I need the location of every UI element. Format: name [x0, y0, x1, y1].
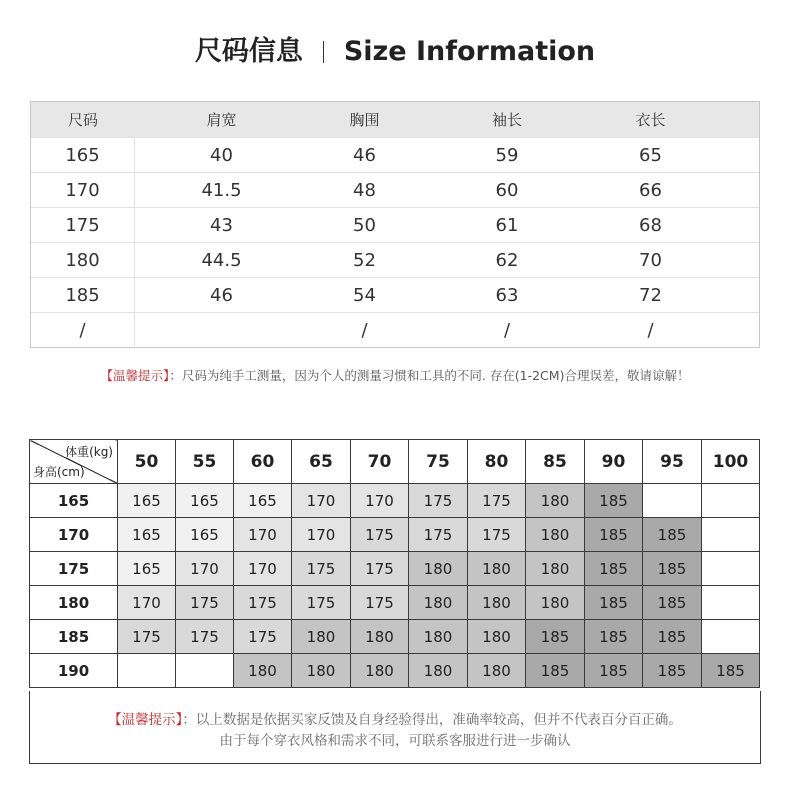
size-recommendation-cell: 185	[585, 586, 643, 620]
size-recommendation-cell: 170	[234, 552, 292, 586]
size-recommendation-cell: 180	[409, 620, 468, 654]
size-recommendation-cell	[702, 484, 760, 518]
weight-header-cell: 80	[468, 440, 526, 484]
size-recommendation-cell: 185	[643, 654, 702, 688]
size-recommendation-cell	[702, 620, 760, 654]
size-cell: 40	[210, 144, 233, 166]
size-table-row	[31, 243, 759, 278]
size-recommendation-cell: 185	[702, 654, 760, 688]
size-cell: 46	[210, 284, 233, 306]
size-recommendation-cell: 185	[643, 620, 702, 654]
grid-row	[30, 552, 760, 586]
size-cell: 48	[353, 179, 376, 201]
size-cell: /	[31, 313, 135, 348]
size-cell: 68	[639, 214, 662, 236]
height-row-header: 175	[30, 552, 118, 586]
weight-header-cell: 90	[585, 440, 643, 484]
size-recommendation-cell: 175	[118, 620, 176, 654]
size-recommendation-cell: 175	[468, 518, 526, 552]
size-table-header	[31, 102, 759, 138]
size-cell: 41.5	[201, 179, 242, 201]
size-recommendation-cell: 170	[176, 552, 234, 586]
size-cell: 66	[639, 179, 662, 201]
size-cell: 170	[31, 173, 135, 207]
weight-header-cell: 50	[118, 440, 176, 484]
size-recommendation-cell: 180	[409, 552, 468, 586]
size-recommendation-cell	[643, 484, 702, 518]
size-recommendation-cell: 175	[176, 620, 234, 654]
tip-label: 【温馨提示】	[100, 368, 170, 383]
size-recommendation-cell: 180	[409, 586, 468, 620]
size-cell: 175	[31, 208, 135, 242]
size-cell: 70	[639, 249, 662, 271]
size-cell: /	[647, 320, 654, 341]
size-recommendation-cell: 165	[118, 518, 176, 552]
size-recommendation-cell: 175	[234, 620, 292, 654]
size-recommendation-cell: 170	[234, 518, 292, 552]
size-recommendation-cell: 180	[526, 518, 585, 552]
weight-header-cell: 60	[234, 440, 292, 484]
size-recommendation-cell: 180	[468, 620, 526, 654]
size-table	[30, 101, 760, 348]
weight-height-grid	[29, 439, 760, 688]
size-recommendation-cell: 185	[585, 518, 643, 552]
size-recommendation-cell: 180	[234, 654, 292, 688]
size-recommendation-cell: 175	[176, 586, 234, 620]
size-header-cell: 胸围	[349, 111, 380, 129]
height-axis-label: 身高(cm)	[33, 465, 85, 479]
size-cell: 185	[31, 278, 135, 312]
title-cn: 尺码信息	[194, 36, 303, 67]
grid-row	[30, 586, 760, 620]
size-recommendation-cell: 175	[234, 586, 292, 620]
size-recommendation-cell: 185	[643, 552, 702, 586]
height-row-header: 185	[30, 620, 118, 654]
size-cell: 180	[31, 243, 135, 277]
weight-header-cell: 85	[526, 440, 585, 484]
size-recommendation-cell: 170	[292, 518, 351, 552]
size-recommendation-cell: 180	[468, 552, 526, 586]
grid-corner-cell	[30, 440, 118, 484]
size-table-row	[31, 173, 759, 208]
size-recommendation-cell: 185	[585, 620, 643, 654]
title-en: Size Information	[343, 36, 596, 67]
weight-header-cell: 95	[643, 440, 702, 484]
size-cell: 65	[639, 144, 662, 166]
measurement-tip	[0, 366, 790, 384]
size-recommendation-cell	[118, 654, 176, 688]
size-recommendation-cell: 180	[292, 620, 351, 654]
size-recommendation-cell	[702, 552, 760, 586]
grid-row	[30, 518, 760, 552]
size-recommendation-cell: 175	[292, 552, 351, 586]
size-table-row	[31, 278, 759, 313]
page-title	[0, 32, 790, 72]
size-table-row	[31, 313, 759, 348]
size-recommendation-cell: 185	[643, 586, 702, 620]
size-cell: 63	[495, 284, 519, 306]
size-recommendation-cell: 180	[526, 586, 585, 620]
size-recommendation-cell: 185	[585, 484, 643, 518]
size-table-row	[31, 208, 759, 243]
size-cell	[135, 313, 308, 348]
size-cell: 46	[353, 144, 376, 166]
weight-header-cell: 55	[176, 440, 234, 484]
size-recommendation-cell: 180	[468, 586, 526, 620]
size-cell: 62	[495, 249, 519, 271]
size-recommendation-cell: 165	[176, 484, 234, 518]
size-cell: 50	[353, 214, 376, 236]
size-recommendation-cell: 180	[292, 654, 351, 688]
size-cell: 72	[639, 284, 662, 306]
recommendation-tip-line-1	[30, 710, 760, 731]
weight-header-cell: 65	[292, 440, 351, 484]
size-cell: 54	[353, 284, 376, 306]
tip2-text-1: ：以上数据是依据买家反馈及自身经验得出，准确率较高，但并不代表百分百正确。	[182, 712, 682, 728]
size-recommendation-cell: 180	[468, 654, 526, 688]
title-divider	[323, 41, 324, 63]
size-recommendation-cell: 185	[526, 654, 585, 688]
weight-header-cell: 100	[702, 440, 760, 484]
size-table-row	[31, 138, 759, 173]
grid-row	[30, 654, 760, 688]
tip-text: ：尺码为纯手工测量，因为个人的测量习惯和工具的不同. 存在(1-2CM)合理误差，敬请谅解！	[169, 368, 690, 383]
tip2-label: 【温馨提示】	[108, 712, 183, 728]
size-recommendation-cell	[702, 518, 760, 552]
size-recommendation-cell: 175	[351, 518, 409, 552]
size-recommendation-cell: 165	[118, 484, 176, 518]
size-recommendation-cell: 170	[118, 586, 176, 620]
size-recommendation-cell: 175	[468, 484, 526, 518]
height-row-header: 170	[30, 518, 118, 552]
weight-axis-label: 体重(kg)	[65, 445, 113, 459]
size-cell: 44.5	[201, 249, 242, 271]
size-recommendation-cell: 175	[292, 586, 351, 620]
size-cell: 43	[210, 214, 233, 236]
size-recommendation-cell	[702, 586, 760, 620]
size-recommendation-cell: 165	[234, 484, 292, 518]
size-recommendation-cell: 180	[409, 654, 468, 688]
size-recommendation-cell: 180	[351, 620, 409, 654]
size-recommendation-cell: 175	[351, 586, 409, 620]
size-header-cell: 尺码	[67, 111, 98, 129]
size-cell: /	[503, 320, 511, 341]
size-cell: 52	[353, 249, 376, 271]
size-header-cell: 衣长	[635, 111, 666, 129]
height-row-header: 180	[30, 586, 118, 620]
recommendation-tip	[29, 691, 761, 764]
size-recommendation-cell: 185	[585, 654, 643, 688]
size-recommendation-cell: 170	[292, 484, 351, 518]
grid-row	[30, 620, 760, 654]
size-header-cell: 肩宽	[206, 111, 237, 129]
size-header-cell: 袖长	[491, 111, 522, 129]
size-cell: 60	[495, 179, 519, 201]
height-row-header: 190	[30, 654, 118, 688]
size-recommendation-cell: 185	[526, 620, 585, 654]
size-recommendation-cell: 175	[409, 518, 468, 552]
size-recommendation-cell: 175	[351, 552, 409, 586]
grid-header-row	[30, 440, 760, 484]
size-recommendation-cell: 170	[351, 484, 409, 518]
size-recommendation-cell	[176, 654, 234, 688]
weight-header-cell: 70	[351, 440, 409, 484]
size-recommendation-cell: 180	[526, 484, 585, 518]
height-row-header: 165	[30, 484, 118, 518]
recommendation-tip-line-2: 由于每个穿衣风格和需求不同，可联系客服进行进一步确认	[219, 733, 571, 749]
size-recommendation-cell: 165	[118, 552, 176, 586]
size-recommendation-cell: 180	[351, 654, 409, 688]
size-cell: 165	[31, 138, 135, 172]
size-recommendation-cell: 165	[176, 518, 234, 552]
size-recommendation-cell: 185	[585, 552, 643, 586]
size-cell: /	[361, 320, 368, 341]
size-recommendation-cell: 175	[409, 484, 468, 518]
size-cell: 61	[495, 214, 519, 236]
size-recommendation-cell: 185	[643, 518, 702, 552]
weight-header-cell: 75	[409, 440, 468, 484]
size-recommendation-cell: 180	[526, 552, 585, 586]
grid-row	[30, 484, 760, 518]
size-cell: 59	[495, 144, 519, 166]
